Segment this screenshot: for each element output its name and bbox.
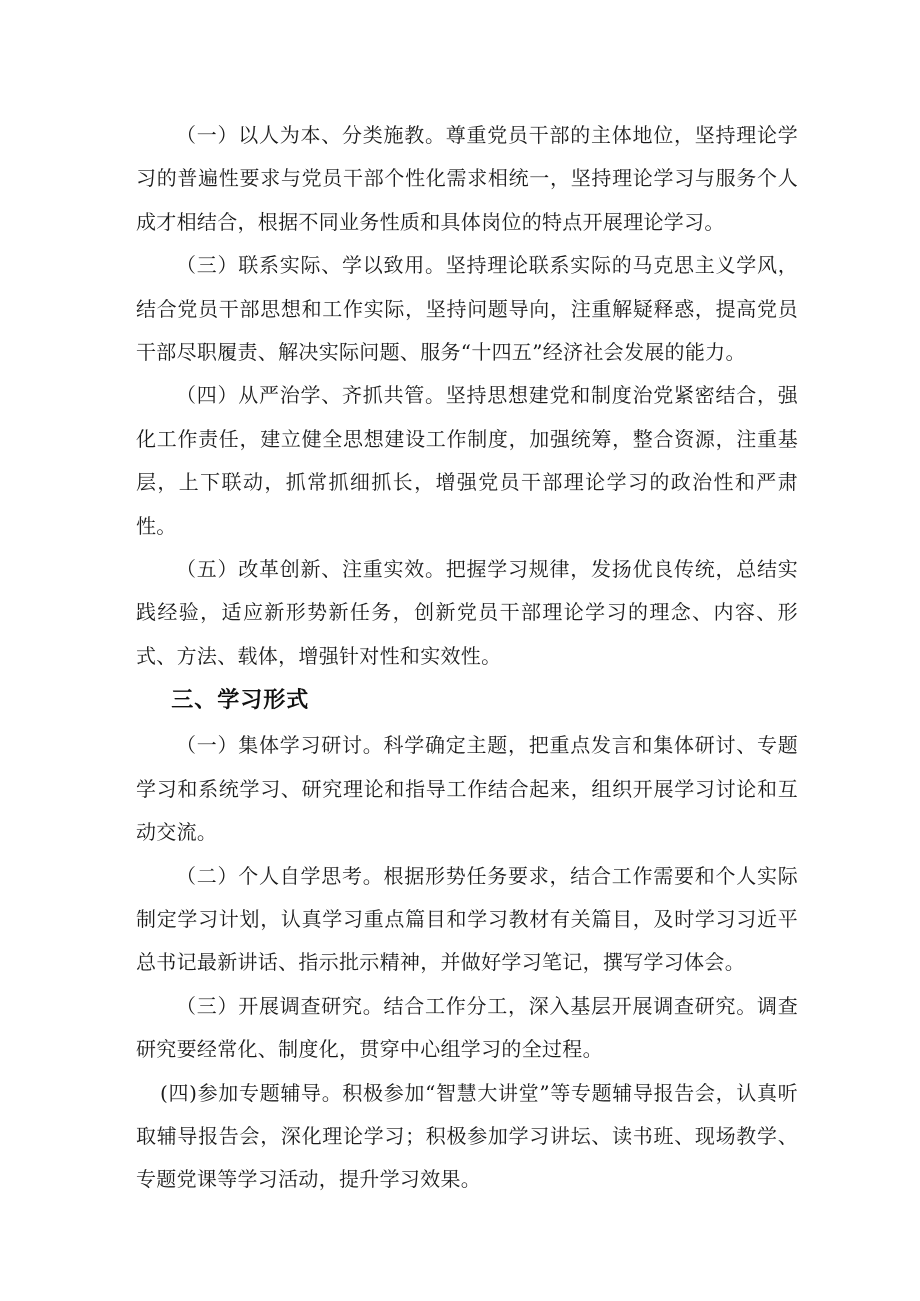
paragraph-practical-application: （三）联系实际、学以致用。坚持理论联系实际的马克思主义学风，结合党员干部思想和工作实际，坚持问题导向，注重解疑释惑，提高党员干部尽职履责、解决实际问题、服务“十四五”经济社会发展的能力。 (136, 253, 798, 365)
paragraph-special-lectures: (四)参加专题辅导。积极参加“智慧大讲堂”等专题辅导报告会，认真听取辅导报告会，深化理论学习；积极参加学习讲坛、读书班、现场教学、专题党课等学习活动，提升学习效果。 (136, 1080, 798, 1192)
document-body (136, 114, 798, 1202)
paragraph-self-study: （二）个人自学思考。根据形势任务要求，结合工作需要和个人实际制定学习计划，认真学习重点篇目和学习教材有关篇目，及时学习习近平总书记最新讲话、指示批示精神，并做好学习笔记，撰写学习体会。 (136, 863, 798, 975)
paragraph-collective-study: （一）集体学习研讨。科学确定主题，把重点发言和集体研讨、专题学习和系统学习、研究理论和指导工作结合起来，组织开展学习讨论和互动交流。 (136, 733, 798, 845)
paragraph-research-investigation: （三）开展调查研究。结合工作分工，深入基层开展调查研究。调查研究要经常化、制度化，贯穿中心组学习的全过程。 (136, 993, 798, 1062)
paragraph-people-oriented: （一）以人为本、分类施教。尊重党员干部的主体地位，坚持理论学习的普遍性要求与党员干部个性化需求相统一，坚持理论学习与服务个人成才相结合，根据不同业务性质和具体岗位的特点开展理论学习。 (136, 123, 798, 234)
section-heading-study-forms: 三、学习形式 (171, 688, 310, 714)
paragraph-reform-innovation: （五）改革创新、注重实效。把握学习规律，发扬优良传统，总结实践经验，适应新形势新任务，创新党员干部理论学习的理念、内容、形式、方法、载体，增强针对性和实效性。 (136, 557, 798, 668)
paragraph-strict-study: （四）从严治学、齐抓共管。坚持思想建党和制度治党紧密结合，强化工作责任，建立健全思想建设工作制度，加强统筹，整合资源，注重基层，上下联动，抓常抓细抓长，增强党员干部理论学习的政治性和严肃性。 (136, 383, 798, 538)
